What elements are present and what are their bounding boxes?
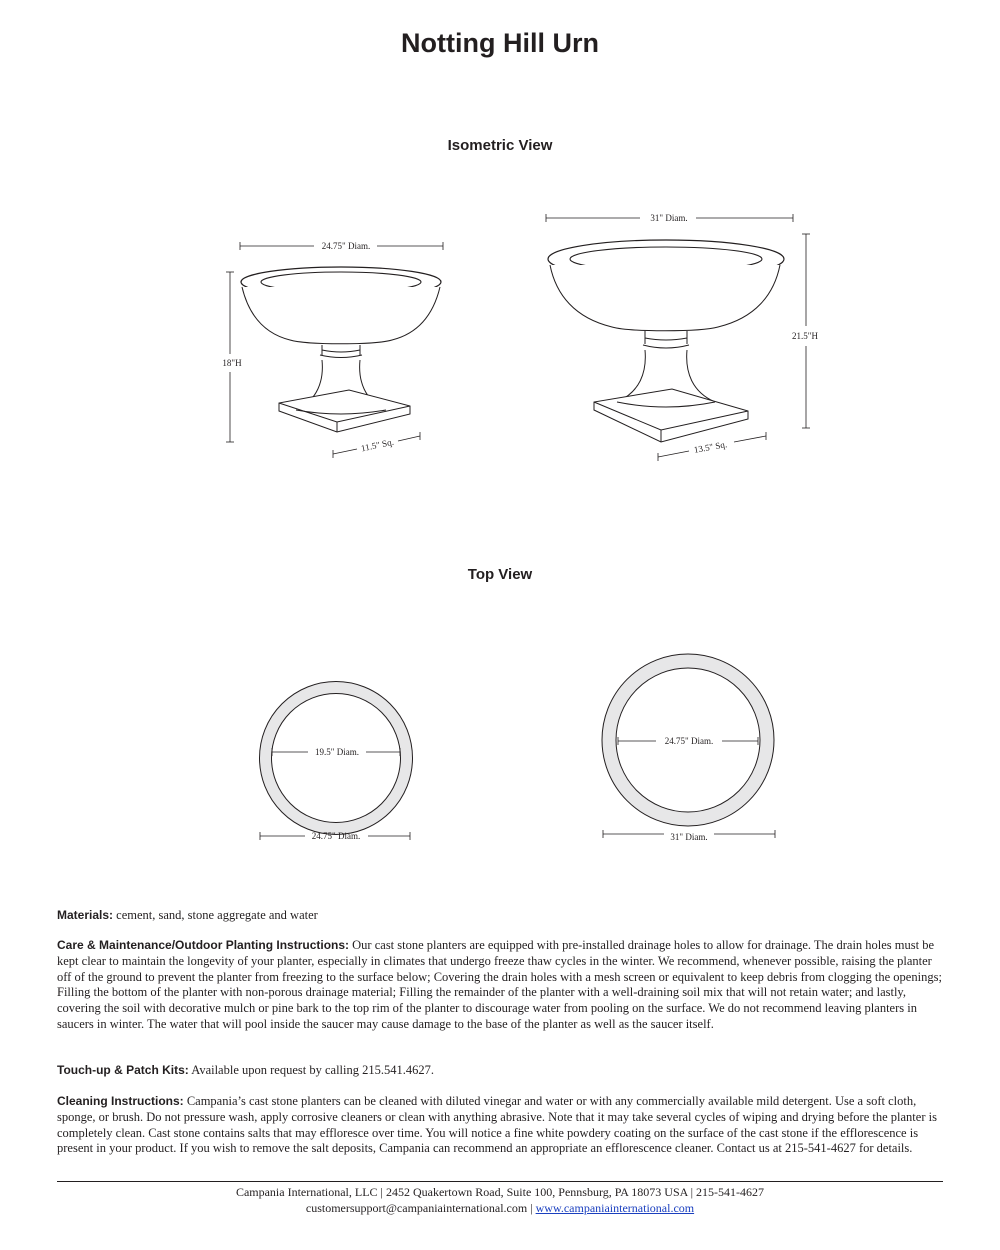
small-urn-isometric bbox=[241, 267, 441, 432]
footer-email[interactable]: customersupport@campaniainternational.com bbox=[305, 1201, 528, 1215]
large-diam-label: 31" Diam. bbox=[650, 213, 688, 223]
isometric-view-heading: Isometric View bbox=[447, 137, 553, 154]
care-text: Our cast stone planters are equipped with pre-installed drainage holes to allow for drainage. The drain holes must be kept clear to maintain the longevity of your planter, especially in climates that undergo freeze thaw cycles in the winter. We recommend, whenever possible, raising the planter off of the ground to prevent the planter from freezing to the surface below; Covering the drain holes with a mesh screen or equivalent to keep debris from clogging the openings; Filling the bottom of the planter with non-porous drainage material; Filling the remainder of the planter with a well-draining soil mix that will not retain water; and lastly, covering the soil with decorative mulch or pine bark to the top rim of the planter to discourage water from pooling on the surface. We do not recommend leaving planters in saucers in winter. The water that will pool inside the saucer may cause damage to the base of the planter as well as the saucer itself. bbox=[57, 938, 942, 1031]
top-large-inner-label: 24.75" Diam. bbox=[664, 736, 714, 746]
top-large-outer-label: 31" Diam. bbox=[670, 832, 708, 842]
touchup-label: Touch-up & Patch Kits: bbox=[57, 1063, 189, 1077]
footer-address: Campania International, LLC | 2452 Quakertown Road, Suite 100, Pennsburg, PA 18073 USA | 215-541-4627 bbox=[235, 1185, 765, 1199]
top-view-heading: Top View bbox=[467, 566, 533, 583]
materials-text: cement, sand, stone aggregate and water bbox=[113, 908, 318, 922]
large-base-label: 13.5" Sq. bbox=[693, 439, 728, 455]
touchup-paragraph bbox=[57, 1063, 943, 1079]
care-paragraph bbox=[57, 938, 943, 1033]
top-small-inner-label: 19.5" Diam. bbox=[315, 747, 359, 757]
small-diam-label: 24.75" Diam. bbox=[321, 241, 371, 251]
cleaning-text: Campania’s cast stone planters can be cleaned with diluted vinegar and water or with any commercially available mild detergent. Use a soft cloth, sponge, or brush. Do not pressure wash, apply corrosive cleaners or clean with anything abrasive. Note that it may take several cycles of wiping and drying before the planter is completely clean. Cast stone contains salts that may effloresce over time. You will notice a fine white powdery coating on the surface of the cast stone if the efflorescence is present in your product. If you wish to remove the salt deposits, Campania can recommend an appropriate an efflorescence cleaner. Contact us at 215-541-4627 for details. bbox=[57, 1094, 937, 1156]
footer-contact bbox=[0, 1201, 1000, 1216]
small-base-label: 11.5" Sq. bbox=[360, 436, 395, 454]
care-label: Care & Maintenance/Outdoor Planting Instructions: bbox=[57, 938, 350, 952]
footer-separator: | bbox=[527, 1201, 536, 1215]
materials-label: Materials: bbox=[57, 908, 114, 922]
cleaning-paragraph bbox=[57, 1094, 943, 1157]
small-height-label: 18"H bbox=[222, 358, 242, 368]
large-urn-isometric bbox=[548, 240, 784, 442]
touchup-text: Available upon request by calling 215.541.4627. bbox=[188, 1063, 434, 1077]
materials-paragraph bbox=[57, 908, 943, 924]
top-small-outer-label: 24.75" Diam. bbox=[311, 831, 361, 841]
cleaning-label: Cleaning Instructions: bbox=[57, 1094, 184, 1108]
small-urn-top-view bbox=[266, 688, 407, 829]
footer-website-link[interactable]: www.campaniainternational.com bbox=[535, 1201, 695, 1215]
page-title: Notting Hill Urn bbox=[401, 28, 599, 58]
large-height-label: 21.5"H bbox=[792, 331, 818, 341]
footer-divider bbox=[57, 1181, 943, 1182]
